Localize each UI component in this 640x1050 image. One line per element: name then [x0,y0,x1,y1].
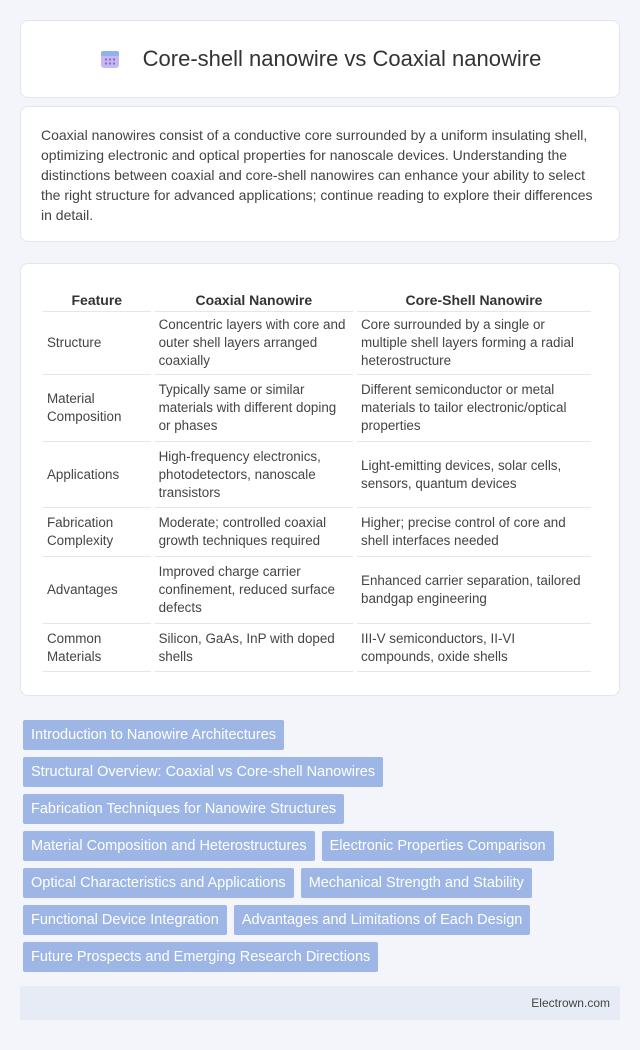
table-row [43,312,591,375]
header-core-shell: Core-Shell Nanowire [357,284,591,312]
table-cell-feature: Material Composition [43,375,151,442]
table-cell-core-shell: Different semiconductor or metal materials to tailor electronic/optical properties [357,375,591,442]
table-cell-feature: Applications [43,442,151,508]
table-cell-feature: Fabrication Complexity [43,508,151,557]
topic-tag-optical-characteristics[interactable]: Optical Characteristics and Applications [23,868,294,898]
title-card [20,20,620,98]
topic-tag-future-prospects[interactable]: Future Prospects and Emerging Research Directions [23,942,378,972]
topic-row [23,831,623,868]
table-cell-feature: Common Materials [43,624,151,672]
page-title: Core-shell nanowire vs Coaxial nanowire [142,46,542,71]
topic-tag-device-integration[interactable]: Functional Device Integration [23,905,227,935]
table-cell-coaxial: Moderate; controlled coaxial growth techniques required [155,508,353,557]
table-row [43,557,591,624]
topic-tag-mechanical-strength[interactable]: Mechanical Strength and Stability [301,868,532,898]
table-cell-core-shell: Core surrounded by a single or multiple shell layers forming a radial heterostructure [357,312,591,375]
table-cell-feature: Structure [43,312,151,375]
table-cell-core-shell: III-V semiconductors, II-VI compounds, oxide shells [357,624,591,672]
table-row [43,624,591,672]
footer-site-name[interactable]: Electrown.com [531,996,610,1010]
topic-row [23,720,623,757]
topic-tag-structural-overview[interactable]: Structural Overview: Coaxial vs Core-shell Nanowires [23,757,383,787]
topic-tag-introduction[interactable]: Introduction to Nanowire Architectures [23,720,284,750]
table-cell-coaxial: High-frequency electronics, photodetectors, nanoscale transistors [155,442,353,508]
table-cell-core-shell: Higher; precise control of core and shell interfaces needed [357,508,591,557]
table-row [43,442,591,508]
topic-row [23,757,623,794]
topic-tag-material-composition[interactable]: Material Composition and Heterostructures [23,831,315,861]
comparison-card [20,263,620,696]
table-cell-coaxial: Improved charge carrier confinement, reduced surface defects [155,557,353,624]
table-cell-core-shell: Light-emitting devices, solar cells, sensors, quantum devices [357,442,591,508]
topic-row [23,794,623,831]
calendar-grid-icon [99,48,121,70]
table-row [43,508,591,557]
comparison-table [39,284,595,672]
intro-paragraph: Coaxial nanowires consist of a conductive core surrounded by a uniform insulating shell, optimizing electronic and optical properties for nanoscale devices. Understanding the distinctions between coaxial and core-shell nanowires can enhance your ability to select the right structure for advanced applications; continue reading to explore their differences in detail. [41,127,593,223]
topic-tags [23,720,623,979]
table-cell-coaxial: Silicon, GaAs, InP with doped shells [155,624,353,672]
table-cell-core-shell: Enhanced carrier separation, tailored bandgap engineering [357,557,591,624]
topic-tag-electronic-properties[interactable]: Electronic Properties Comparison [322,831,554,861]
intro-card [20,106,620,242]
topic-row [23,868,623,905]
table-cell-coaxial: Concentric layers with core and outer shell layers arranged coaxially [155,312,353,375]
topic-row [23,942,623,979]
table-cell-feature: Advantages [43,557,151,624]
table-header-row [43,284,591,312]
table-row [43,375,591,442]
topic-tag-advantages-limitations[interactable]: Advantages and Limitations of Each Design [234,905,531,935]
topic-row [23,905,623,942]
header-coaxial: Coaxial Nanowire [155,284,353,312]
table-cell-coaxial: Typically same or similar materials with different doping or phases [155,375,353,442]
footer [20,986,620,1020]
header-feature: Feature [43,284,151,312]
topic-tag-fabrication[interactable]: Fabrication Techniques for Nanowire Structures [23,794,344,824]
